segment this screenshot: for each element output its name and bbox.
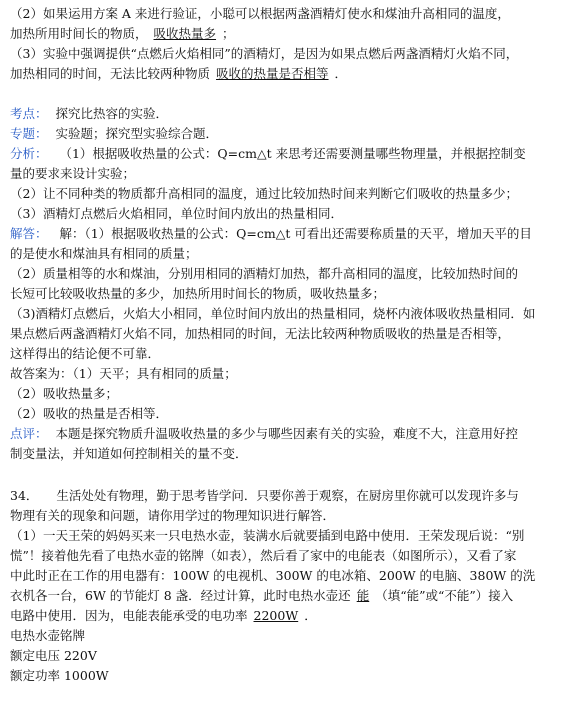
text-line [10,526,572,546]
text-line [10,364,572,384]
text-line [10,304,572,324]
text-line [10,264,572,284]
text: （2）吸收热量多； [10,386,118,401]
text: 解：（1）根据吸收热量的公式：Q=cm△t 可看出还需要称质量的天平，增加天平的目 [59,226,532,241]
nameplate-power [10,666,572,686]
text: （2）如果运用方案 A 来进行验证，小聪可以根据两盏酒精灯使水和煤油升高相同的温度， [10,6,510,21]
text-line [10,444,572,464]
text-line [10,344,572,364]
spacer [10,84,572,104]
text-line [10,506,572,526]
text: ． [304,608,317,623]
answer-blank: 吸收热量多 [153,26,217,41]
text: 中此时正在工作的用电器有：100W 的电视机、300W 的电冰箱、200W 的电脑、380W 的洗 [10,568,536,583]
text: 的是使水和煤油具有相同的质量； [10,246,198,261]
question-number: 34． [10,488,39,503]
fenxi-label: 分析： [10,146,48,161]
text: 加热相同的时间，无法比较两种物质 [10,66,211,81]
text-line [10,606,572,626]
spacer [10,464,572,486]
text: ； [222,26,235,41]
text: 加热所用时间长的物质， [10,26,148,41]
text: 制变量法，并知道如何控制相关的量不变． [10,446,248,461]
q34-intro-line [10,486,572,506]
text-line [10,284,572,304]
text: （2）吸收的热量是否相等． [10,406,168,421]
text: （3）实验中强调提供“点燃后火焰相同”的酒精灯，是因为如果点燃后两盏酒精灯火焰不同， [10,46,519,61]
text-line [10,244,572,264]
zhuanti-label: 专题： [10,126,48,141]
zhuanti-line [10,124,572,144]
answer-blank: 能 [356,588,370,603]
nameplate-voltage [10,646,572,666]
text: 探究比热容的实验． [55,106,168,121]
text-line [10,546,572,566]
text-line [10,164,572,184]
kaodian-label: 考点： [10,106,48,121]
text: 这样得出的结论便不可靠． [10,346,161,361]
text: 长短可比较吸收热量的多少，加热所用时间长的物质，吸收热量多； [10,286,386,301]
dianping-label: 点评： [10,426,48,441]
text: 电路中使用．因为，电能表能承受的电功率 [10,608,248,623]
text: （1）一天王荣的妈妈买来一只电热水壶，装满水后就要插到电路中使用．王荣发现后说：“别 [10,528,525,543]
text: 额定功率 1000W [10,668,109,683]
text: 故答案为：（1）天平；具有相同的质量； [10,366,237,381]
text: 量的要求来设计实验； [10,166,136,181]
text-line [10,204,572,224]
kaodian-line [10,104,572,124]
text: 生活处处有物理，勤于思考皆学问．只要你善于观察，在厨房里你就可以发现许多与 [56,488,519,503]
text: （2）让不同种类的物质都升高相同的温度，通过比较加热时间来判断它们吸收的热量多少； [10,186,518,201]
nameplate-title [10,626,572,646]
text-line [10,4,572,24]
answer-blank: 吸收的热量是否相等 [216,66,329,81]
dianping-line [10,424,572,444]
text-line [10,24,572,44]
text: ． [334,66,348,81]
text-line [10,384,572,404]
text: （2）质量相等的水和煤油，分别用相同的酒精灯加热，都升高相同的温度，比较加热时间的 [10,266,518,281]
text-line [10,566,572,586]
answer-blank: 2200W [253,608,299,623]
jieda-label: 解答： [10,226,48,241]
text: 额定电压 220V [10,648,97,663]
text: 实验题；探究型实验综合题． [55,126,218,141]
text: 果点燃后两盏酒精灯火焰不同，加热相同的时间，无法比较两种物质吸收的热量是否相等， [10,326,511,341]
text-line [10,184,572,204]
text: 本题是探究物质升温吸收热量的多少与哪些因素有关的实验，难度不大，注意用好控 [55,426,518,441]
text-line [10,44,572,64]
text-line [10,64,572,84]
text-line [10,586,572,606]
text: （1）根据吸收热量的公式：Q=cm△t 来思考还需要测量哪些物理量，并根据控制变 [59,146,526,161]
text: 电热水壶铭牌 [10,628,86,643]
fenxi-line [10,144,572,164]
text: 慌”！接着他先看了电热水壶的铭牌（如表），然后看了家中的电能表（如图所示），又看了家 [10,548,517,563]
text-line [10,404,572,424]
text: （3)酒精灯点燃后，火焰大小相同，单位时间内放出的热量相同，烧杯内液体吸收热量相同．如 [10,306,536,321]
text-line [10,324,572,344]
text: 衣机各一台，6W 的节能灯 8 盏．经过计算，此时电热水壶还 [10,588,351,603]
text: （3）酒精灯点燃后火焰相同，单位时间内放出的热量相同． [10,206,343,221]
text: 物理有关的现象和问题，请你用学过的物理知识进行解答． [10,508,336,523]
jieda-line [10,224,572,244]
text: （填“能”或“不能”）接入 [375,588,514,603]
